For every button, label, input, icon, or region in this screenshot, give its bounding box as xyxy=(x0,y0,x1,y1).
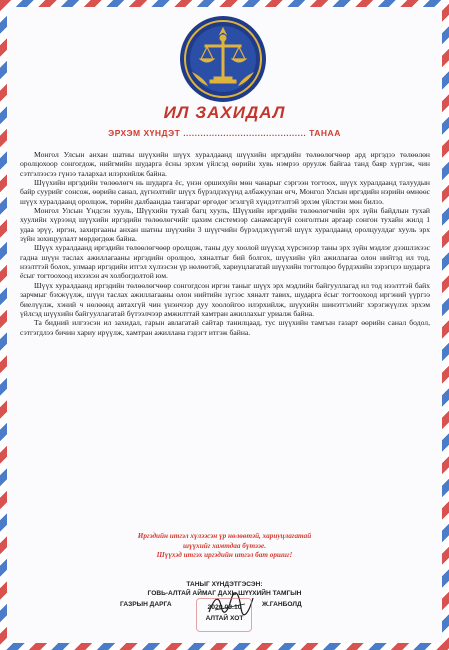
signature-organization: ГОВЬ-АЛТАЙ АЙМАГ ДАХЬ ШҮҮХИЙН ТАМГЫН xyxy=(147,590,302,597)
signature-heading: ТАНЫГ ХҮНДЭТГЭСЭН: xyxy=(186,581,263,588)
motto-line: Шүүхэд итгэх иргэдийн итгэл бат оршиг! xyxy=(156,551,293,560)
salutation-right: ТАНАА xyxy=(309,128,341,138)
scales-of-justice-icon xyxy=(178,14,268,104)
paragraph: Та бидний илгээсэн ил захидал, гарын авлагатай сайтар танилцаад, тус шүүхийн тамгын газарт өөрийн санал бодол, сэтгэгдлээ бичин хариу ирүүлж, хамтран ажиллана гэдэгт итгэж байна. xyxy=(20,318,430,337)
letter-title: ИЛ ЗАХИДАЛ xyxy=(163,103,286,122)
motto-line: шүүхийг хамтдаа бүтээе. xyxy=(183,541,266,550)
paragraph: Шүүхийн иргэдийн төлөөлөгч нь шударга ёс, үнэн оршихуйн мөн чанарыг сэргээн тогтоох, шүүх хуралдаанд талуудын байр суурийг сонсож, өөрийн санал, дүгнэлтийг шүүх бүрэлдэхүүнд албажуулан өгч, Монгол Улсын иргэдийн нэрийн өмнөөс шүүх хуралдаанд оролцож, төрийн далбаандаа тангараг өргөдөг эгэлгүй хүндэтгэлтэй эрхэм үйлстэн мөн билээ. xyxy=(20,178,430,206)
paragraph: Монгол Улсын Үндсэн хууль, Шүүхийн тухай багц хууль, Шүүхийн иргэдийн төлөөлөгчийн эрх зүйн байдлын тухай хуулийн хүрээнд шүүхийн иргэдийн төлөөлөгчийг цахим системээр санамсаргүй сонголтын аргаар сонгон тухайн жилд 1 удаа эрүү, иргэн, захиргааны анхан шатны шүүхийн 3 шүүгчийн бүрэлдэхүүнтэй шүүх хуралдаанд оролцуулдаг хууль эрх зүйн зохицуулалт мөрдөгдөж байна. xyxy=(20,206,430,244)
letter-place: АЛТАЙ ХОТ xyxy=(205,615,244,622)
paragraph: Шүүх хуралдаанд иргэдийн төлөөлөгчөөр оролцож, таны дуу хоолой шүүхэд хүрсэнээр таны эрх зүйн мэдлэг дээшлэхээс гадна шүүн таслах ажиллагааны иргэдийн оролцоо, хяналтыг бий болгох, шүүхийн үйл ажиллагаа олон нийтэд ил тод, нээлттэй болох, улмаар иргэдийн итгэл хүлээсэн үр нөлөөтэй, хариуцлагатай шүүхийн тогтолцоо бүрдэхийн зэрэгцээ шударга ёсыг тогтоохоод ихээхэн ач холбогдолтой юм. xyxy=(20,243,430,281)
salutation-left: ЭРХЭМ ХҮНДЭТ xyxy=(108,128,181,138)
salutation-dots: ........................................... xyxy=(183,128,307,138)
paragraph: Шүүх хуралдаанд иргэдийн төлөөлөгчөөр сонгогдсон иргэн таныг шүүх эрх мэдлийн байгууллагад ил тод нээлттэй байх зарчмыг бэхжүүлж, шүүн таслах ажиллагааны олон нийтийн зүгээс хяналт тавих, шударга ёсыг тогтоохоод иргэний үүргээ биелүүлж, хэний ч нөлөөнд автахгүй чин үнэнчээр дуу хоолойгоо илэрхийлж, шүүхийн шинэтгэлийг хэрэгжүүлэх эрхэм үйлсэд шүүхийн байгууллагатай бүтээлчээр амжилттай хамтран ажиллахыг уриалж байна. xyxy=(20,280,430,318)
paragraph: Монгол Улсын анхан шатны шүүхийн шүүх хуралдаанд шүүхийн иргэдийн төлөөлөгчөөр ард иргэдээ төлөөлөн оролцохоор сонгогдож, нийгмийн шударга ёсны эрхэм үйлсэд өөрийн хувь нэмрээ оруулж байгаа танд баяр хүргэж, чин сэтгэлээсээ гүнээ талархал илэрхийлж байна. xyxy=(20,150,430,178)
motto xyxy=(0,532,449,561)
letter-date: 2020.03.10 xyxy=(207,604,242,611)
motto-line: Иргэдийн итгэл хүлээсэн үр нөлөөтэй, хариуцлагатай xyxy=(137,532,312,540)
signature-position: ГАЗРЫН ДАРГА xyxy=(120,601,172,608)
letter-body xyxy=(20,150,430,337)
signatory-name: Ж.ГАНБОЛД xyxy=(262,601,302,608)
salutation-line xyxy=(0,128,449,138)
